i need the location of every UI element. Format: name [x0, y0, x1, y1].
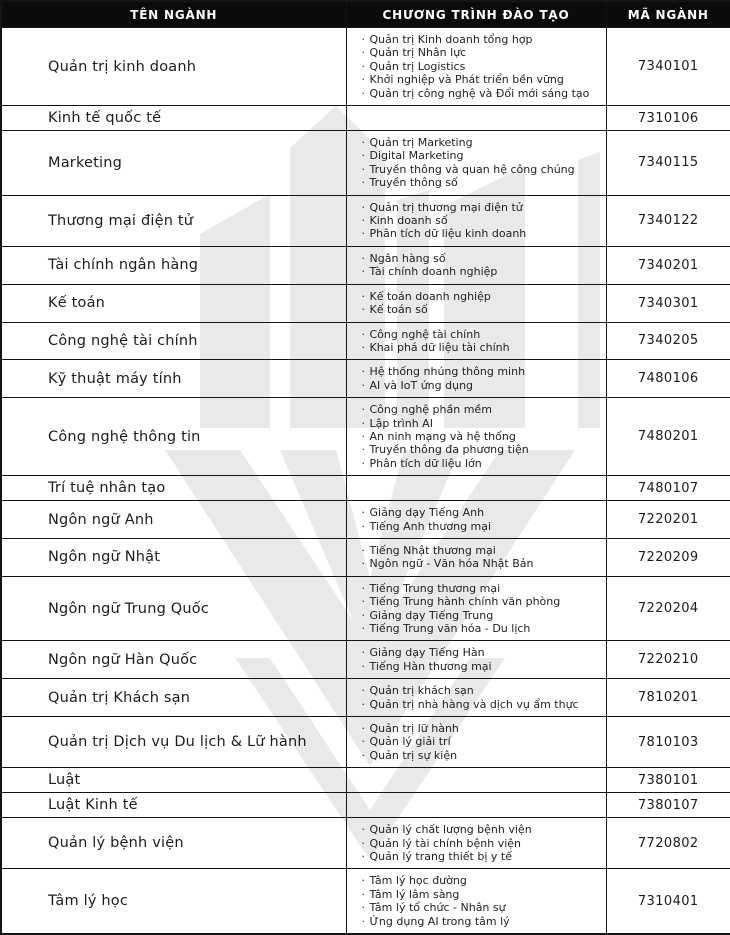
program-item: · Truyền thông số [362, 176, 600, 189]
major-name: Quản trị Khách sạn [1, 679, 346, 717]
program-item: · Công nghệ phần mềm [362, 403, 600, 416]
table-row [1, 641, 730, 679]
program-item: · Quản lý tài chính bệnh viện [362, 837, 600, 850]
program-item: · Công nghệ tài chính [362, 328, 600, 341]
program-item: · Quản trị Nhân lực [362, 46, 600, 59]
program-item: · Truyền thông và quan hệ công chúng [362, 163, 600, 176]
major-code: 7220210 [606, 641, 730, 679]
program-item: · Kế toán doanh nghiệp [362, 290, 600, 303]
major-code: 7310401 [606, 869, 730, 934]
major-code: 7720802 [606, 818, 730, 869]
program-list [346, 360, 606, 398]
program-list [346, 869, 606, 934]
major-name: Quản trị Dịch vụ Du lịch & Lữ hành [1, 717, 346, 768]
program-item: · Quản trị lữ hành [362, 722, 600, 735]
table-row [1, 284, 730, 322]
program-item: · Quản trị Marketing [362, 136, 600, 149]
program-item: · Quản trị Kinh doanh tổng hợp [362, 33, 600, 46]
program-item: · Kinh doanh số [362, 214, 600, 227]
program-item: · Phân tích dữ liệu kinh doanh [362, 227, 600, 240]
program-item: · Khởi nghiệp và Phát triển bền vững [362, 73, 600, 86]
major-code: 7480107 [606, 476, 730, 501]
major-name: Tài chính ngân hàng [1, 246, 346, 284]
major-name: Marketing [1, 131, 346, 196]
program-item: · AI và IoT ứng dụng [362, 379, 600, 392]
table-row [1, 106, 730, 131]
table-row [1, 576, 730, 641]
major-name: Ngôn ngữ Hàn Quốc [1, 641, 346, 679]
program-list [346, 28, 606, 106]
table-row [1, 793, 730, 818]
major-code: 7220209 [606, 538, 730, 576]
major-name: Kỹ thuật máy tính [1, 360, 346, 398]
major-code: 7310106 [606, 106, 730, 131]
program-item: · Tâm lý học đường [362, 874, 600, 887]
program-item: · Ngôn ngữ - Văn hóa Nhật Bản [362, 557, 600, 570]
program-item: · Tiếng Hàn thương mại [362, 660, 600, 673]
table-row [1, 717, 730, 768]
major-name: Trí tuệ nhân tạo [1, 476, 346, 501]
major-code: 7220204 [606, 576, 730, 641]
major-name: Kinh tế quốc tế [1, 106, 346, 131]
program-list [346, 793, 606, 818]
program-item: · Quản trị khách sạn [362, 684, 600, 697]
program-item: · Quản lý giải trí [362, 735, 600, 748]
column-header-training-programs: CHƯƠNG TRÌNH ĐÀO TẠO [346, 1, 606, 28]
major-name: Luật Kinh tế [1, 793, 346, 818]
program-item: · Quản trị thương mại điện tử [362, 201, 600, 214]
table-row [1, 195, 730, 246]
program-item: · Lập trình AI [362, 417, 600, 430]
program-list [346, 501, 606, 539]
program-item: · Quản trị nhà hàng và dịch vụ ẩm thực [362, 698, 600, 711]
major-code: 7480106 [606, 360, 730, 398]
major-name: Quản trị kinh doanh [1, 28, 346, 106]
major-code: 7340301 [606, 284, 730, 322]
column-header-major-name: TÊN NGÀNH [1, 1, 346, 28]
table-row [1, 538, 730, 576]
program-item: · Tiếng Trung văn hóa - Du lịch [362, 622, 600, 635]
program-item: · Tiếng Anh thương mại [362, 520, 600, 533]
program-list [346, 246, 606, 284]
major-name: Ngôn ngữ Anh [1, 501, 346, 539]
table-row [1, 679, 730, 717]
major-code: 7810103 [606, 717, 730, 768]
major-code: 7340205 [606, 322, 730, 360]
program-list [346, 576, 606, 641]
major-name: Thương mại điện tử [1, 195, 346, 246]
major-name: Ngôn ngữ Trung Quốc [1, 576, 346, 641]
program-item: · Quản trị công nghệ và Đổi mới sáng tạo [362, 87, 600, 100]
table-row [1, 246, 730, 284]
majors-table-body [1, 28, 730, 935]
program-item: · Tiếng Nhật thương mại [362, 544, 600, 557]
program-list [346, 322, 606, 360]
major-code: 7340201 [606, 246, 730, 284]
table-row [1, 398, 730, 476]
table-row [1, 501, 730, 539]
header-row [1, 1, 730, 28]
program-list [346, 284, 606, 322]
program-list [346, 679, 606, 717]
program-item: · Tài chính doanh nghiệp [362, 265, 600, 278]
program-list [346, 538, 606, 576]
program-item: · Tâm lý tổ chức - Nhân sự [362, 901, 600, 914]
program-item: · Digital Marketing [362, 149, 600, 162]
program-list [346, 476, 606, 501]
program-item: · Khai phá dữ liệu tài chính [362, 341, 600, 354]
program-list [346, 641, 606, 679]
program-list [346, 131, 606, 196]
major-name: Quản lý bệnh viện [1, 818, 346, 869]
program-list [346, 195, 606, 246]
major-code: 7340115 [606, 131, 730, 196]
program-item: · Giảng dạy Tiếng Hàn [362, 646, 600, 659]
program-item: · Quản lý chất lượng bệnh viện [362, 823, 600, 836]
program-item: · Ngân hàng số [362, 252, 600, 265]
major-name: Luật [1, 768, 346, 793]
program-item: · Tâm lý lâm sàng [362, 888, 600, 901]
table-row [1, 869, 730, 934]
major-name: Tâm lý học [1, 869, 346, 934]
program-item: · Ứng dụng AI trong tâm lý [362, 915, 600, 928]
program-item: · Quản trị Logistics [362, 60, 600, 73]
table-row [1, 360, 730, 398]
major-code: 7810201 [606, 679, 730, 717]
program-item: · Giảng dạy Tiếng Trung [362, 609, 600, 622]
major-code: 7220201 [606, 501, 730, 539]
table-row [1, 768, 730, 793]
major-code: 7340101 [606, 28, 730, 106]
table-row [1, 322, 730, 360]
program-item: · Tiếng Trung thương mại [362, 582, 600, 595]
major-name: Kế toán [1, 284, 346, 322]
program-item: · Giảng dạy Tiếng Anh [362, 506, 600, 519]
table-row [1, 818, 730, 869]
program-item: · Hệ thống nhúng thông minh [362, 365, 600, 378]
program-list [346, 106, 606, 131]
program-item: · Quản lý trang thiết bị y tế [362, 850, 600, 863]
program-list [346, 768, 606, 793]
table-row [1, 28, 730, 106]
program-list [346, 398, 606, 476]
major-code: 7480201 [606, 398, 730, 476]
program-list [346, 717, 606, 768]
program-item: · Kế toán số [362, 303, 600, 316]
program-item: · Truyền thông đa phương tiện [362, 443, 600, 456]
program-item: · An ninh mạng và hệ thống [362, 430, 600, 443]
table-row [1, 131, 730, 196]
table-row [1, 476, 730, 501]
column-header-major-code: MÃ NGÀNH [606, 1, 730, 28]
major-name: Công nghệ tài chính [1, 322, 346, 360]
program-item: · Phân tích dữ liệu lớn [362, 457, 600, 470]
program-item: · Quản trị sự kiện [362, 749, 600, 762]
major-code: 7380101 [606, 768, 730, 793]
program-item: · Tiếng Trung hành chính văn phòng [362, 595, 600, 608]
major-code: 7380107 [606, 793, 730, 818]
major-code: 7340122 [606, 195, 730, 246]
program-list [346, 818, 606, 869]
major-name: Công nghệ thông tin [1, 398, 346, 476]
major-name: Ngôn ngữ Nhật [1, 538, 346, 576]
